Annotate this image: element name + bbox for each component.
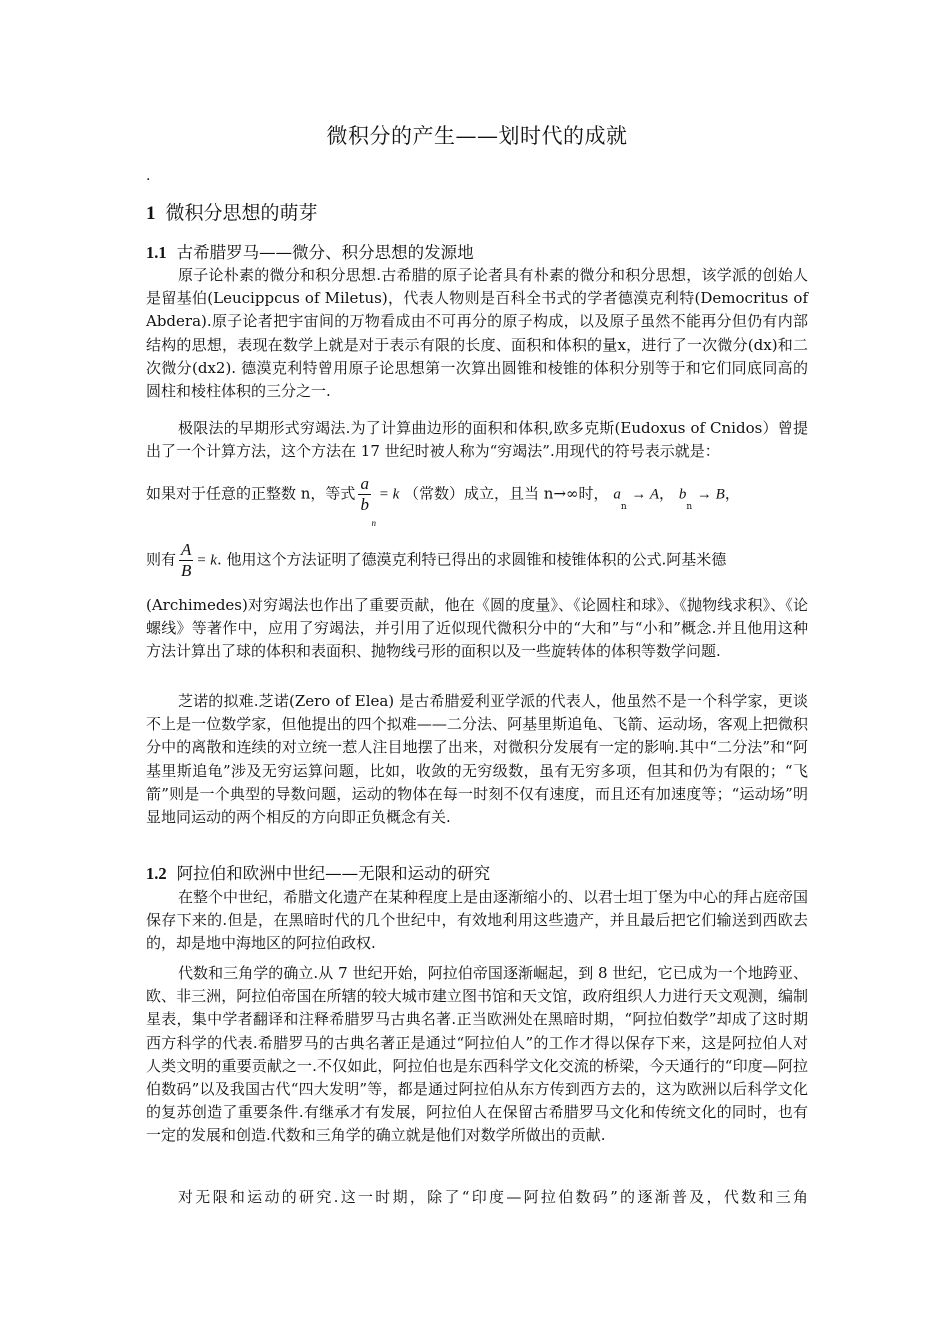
page-title: 微积分的产生——划时代的成就 <box>326 124 628 148</box>
section-title: 微积分思想的萌芽 <box>165 202 318 224</box>
formula-1-middle: （常数）成立，且当 n→∞时， <box>404 484 609 503</box>
subscript-n: n <box>686 501 693 512</box>
formula-2-prefix: 则有 <box>146 550 177 569</box>
paragraph-zeno: 芝诺的拟难.芝诺(Zero of Elea) 是古希腊爱利亚学派的代表人，他虽然不是一个科学家，更谈不上是一位数学家，但他提出的四个拟难——二分法、阿基里斯追龟、飞箭、运动场，客观上把微积分中的离散和连续的对立统一惹人注目地摆了出来，对微积分发展有一定的影响.其中“二分法”和“阿基里斯追龟”涉及无穷运算问题，比如，收敛的无穷级数，虽有无穷多项，但其和仍为有限的；“飞箭”则是一个典型的导数问题，运动的物体在每一时刻不仅有速度，而且还有加速度等；“运动场”明显地同运动的两个相反的方向即正负概念有关. <box>146 692 808 827</box>
fraction-numerator: A <box>181 540 192 559</box>
limit-a: → A <box>631 486 660 503</box>
equals-k: = k <box>378 486 400 503</box>
subsection-1-2-heading <box>146 860 490 884</box>
paragraph-algebra-trigonometry: 代数和三角学的确立.从 7 世纪开始，阿拉伯帝国逐渐崛起，到 8 世纪，它已成为一个地跨亚、欧、非三洲，阿拉伯帝国在所辖的较大城市建立图书馆和天文馆，政府组织人力进行天文观测，编制星表，集中学者翻译和注释希腊罗马古典名著.正当欧洲处在黑暗时期，“阿拉伯数学”却成了这时期西方科学的代表.希腊罗马的古典名著正是通过“阿拉伯人”的工作才得以保存下来，这是阿拉伯人对人类文明的重要贡献之一.不仅如此，阿拉伯也是东西科学文化交流的桥梁，今天通行的“印度—阿拉伯数码”以及我国古代“四大发明”等，都是通过阿拉伯从东方传到西方去的，这为欧洲以后科学文化的复苏创造了重要条件.有继承才有发展，阿拉伯人在保留古希腊罗马文化和传统文化的同时，也有一定的发展和创造.代数和三角学的确立就是他们对数学所做出的贡献. <box>146 964 808 1145</box>
limit-b: → B <box>696 486 725 503</box>
section-number: 1 <box>146 203 156 224</box>
sequence-b: b <box>678 486 687 503</box>
sequence-a: a <box>613 486 621 503</box>
subscript-n: n <box>371 518 376 528</box>
formula-1-prefix: 如果对于任意的正整数 n，等式 <box>146 484 356 503</box>
paragraph-archimedes: (Archimedes)对穷竭法也作出了重要贡献，他在《圆的度量》、《论圆柱和球》、《抛物线求积》、《论螺线》等著作中，应用了穷竭法，并引用了近似现代微积分中的“大和”与“小和”概念.并且他用这种方法计算出了球的体积和表面积、抛物线弓形的面积以及一些旋转体的体积等数学问题. <box>146 596 808 661</box>
paragraph-exhaustion: 极限法的早期形式穷竭法.为了计算曲边形的面积和体积,欧多克斯(Eudoxus of Cnidos）曾提出了一个计算方法，这个方法在 17 世纪时被人称为“穷竭法”.用现代的符号表示就是： <box>146 419 808 461</box>
subsection-1-1-heading <box>146 239 474 263</box>
formula-line-2 <box>146 540 808 581</box>
formula-line-1: 如果对于任意的正整数 n，等式 a b n = k （常数）成立，且当 n→∞时， $a_n \to A$， $b_n \to B$， <box>146 474 740 528</box>
subsection-number: 1.2 <box>146 864 167 883</box>
stray-dot: . <box>146 168 151 184</box>
fraction-numerator: a <box>360 474 369 493</box>
paragraph-atomism: 原子论朴素的微分和积分思想.古希腊的原子论者具有朴素的微分和积分思想，该学派的创始人是留基伯(Leucippcus of Miletus)，代表人物则是百科全书式的学者德漠克利特(Democritus of Abdera).原子论者把宇宙间的万物看成由不可再分的原子构成，以及原子虽然不能再分但仍有内部结构的思想，表现在数学上就是对于表示有限的长度、面积和体积的量x，进行了一次微分(dx)和二次微分(dx2). 德漠克利特曾用原子论思想第一次算出圆锥和棱锥的体积分别等于和它们同底同高的圆柱和棱柱体积的三分之一. <box>146 266 808 401</box>
equals-k: = k <box>196 552 217 569</box>
fraction-a-over-b <box>358 474 376 528</box>
fraction-A-over-B <box>179 540 193 581</box>
fraction-denominator: b <box>360 495 369 514</box>
subsection-number: 1.1 <box>146 243 167 262</box>
subsection-title: 阿拉伯和欧洲中世纪——无限和运动的研究 <box>176 864 491 883</box>
paragraph-byzantium: 在整个中世纪，希腊文化遗产在某种程度上是由逐渐缩小的、以君士坦丁堡为中心的拜占庭帝国保存下来的.但是，在黑暗时代的几个世纪中，有效地利用这些遗产，并且最后把它们输送到西欧去的，却是地中海地区的阿拉伯政权. <box>146 888 809 953</box>
subscript-n: n <box>620 501 627 512</box>
paragraph-infinity-motion: 对无限和运动的研究.这一时期，除了“印度—阿拉伯数码”的逐渐普及，代数和三角 <box>178 1188 808 1206</box>
subsection-title: 古希腊罗马——微分、积分思想的发源地 <box>176 243 474 262</box>
section-1-heading <box>146 198 318 225</box>
fraction-denominator: B <box>181 561 192 580</box>
formula-2-suffix: . 他用这个方法证明了德漠克利特已得出的求圆锥和棱锥体积的公式.阿基米德 <box>216 550 727 569</box>
